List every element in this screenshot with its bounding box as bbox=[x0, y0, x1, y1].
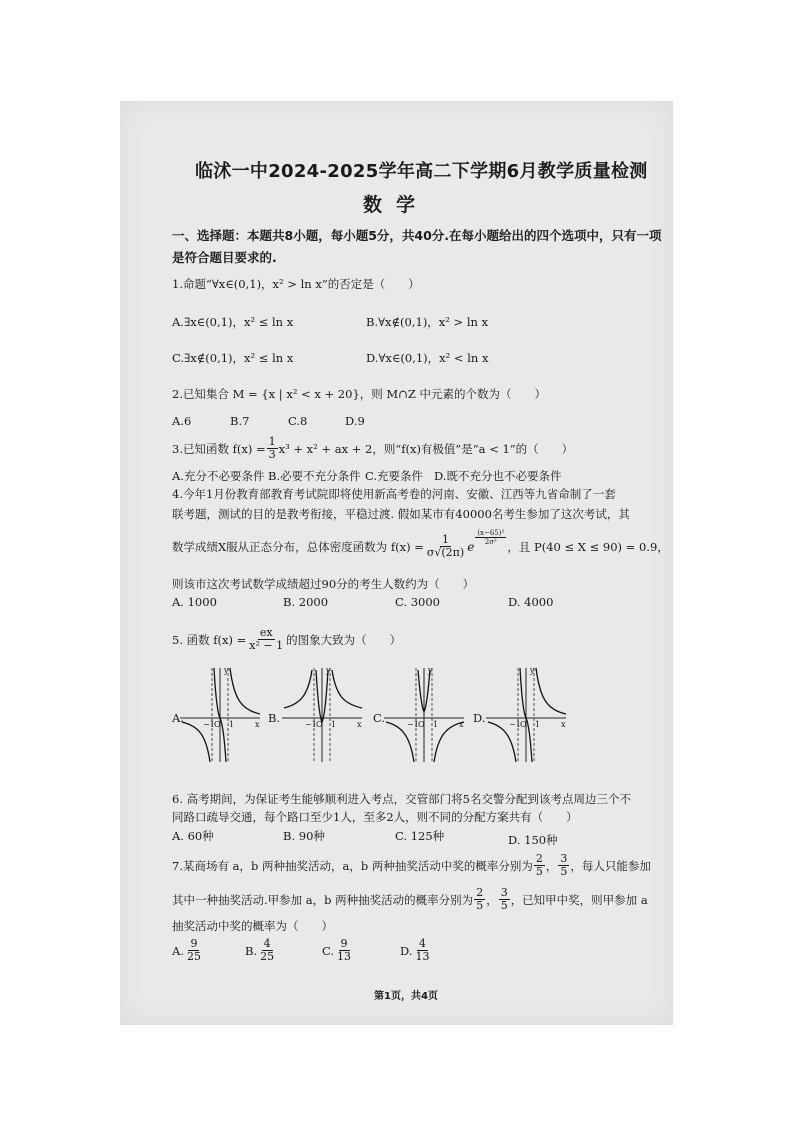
q7-frac-2-den: 5 bbox=[560, 865, 568, 878]
q7-frac-1 bbox=[534, 853, 545, 878]
q2-option-a: A.6 bbox=[172, 414, 192, 428]
q7-frac-3 bbox=[474, 887, 485, 912]
q5-graph-label-b: B. bbox=[268, 711, 281, 725]
section-instructions-line1: 一、选择题：本题共8小题，每小题5分，共40分.在每小题给出的四个选项中，只有一项 bbox=[172, 228, 662, 243]
q7-frac-3-den: 5 bbox=[476, 899, 484, 912]
q2-option-d: D.9 bbox=[345, 414, 365, 428]
q5-c-tick-origin: O bbox=[418, 720, 425, 729]
q5-b-xlabel: x bbox=[357, 720, 362, 729]
q4-pdf-e: e bbox=[467, 539, 475, 554]
q3-option-b: B.必要不充分条件 bbox=[268, 469, 361, 483]
q7-option-b bbox=[245, 938, 277, 963]
q5-b-ylabel: y bbox=[326, 666, 331, 675]
q4-pdf-fraction bbox=[425, 534, 466, 559]
q5-c-tick-neg1: −1 bbox=[407, 720, 419, 729]
q5-b-tick-1: 1 bbox=[331, 720, 337, 729]
q7-option-b-num: 4 bbox=[263, 937, 271, 950]
q6-option-b: B. 90种 bbox=[283, 829, 325, 843]
q7-option-b-label: B. bbox=[245, 943, 258, 958]
q5-a-tick-neg1: −1 bbox=[203, 720, 215, 729]
q5-c-xlabel: x bbox=[459, 720, 464, 729]
q4-pdf-numerator: 1 bbox=[442, 533, 450, 546]
q3-frac-numerator: 1 bbox=[268, 435, 276, 448]
q1-option-d: D.∀x∈(0,1)，x² < ln x bbox=[366, 351, 489, 365]
q7-option-b-frac bbox=[258, 938, 276, 963]
q5-graph-label-d: D. bbox=[473, 711, 486, 725]
q7-option-c-frac bbox=[335, 938, 353, 963]
q3-frac-denominator: 3 bbox=[268, 448, 276, 461]
q4-line4: 则该市这次考试数学成绩超过90分的考生人数约为（ ） bbox=[172, 577, 475, 591]
q6-option-d: D. 150种 bbox=[508, 833, 558, 847]
q7-frac-1-num: 2 bbox=[535, 852, 543, 865]
q5-graph-label-c: C. bbox=[373, 711, 386, 725]
q4-option-b: B. 2000 bbox=[283, 595, 329, 609]
subject-title: 数学 bbox=[363, 194, 430, 216]
q7-option-d-frac bbox=[413, 938, 431, 963]
exam-title: 临沭一中2024-2025学年高二下学期6月教学质量检测 bbox=[195, 161, 648, 182]
q5-b-tick-neg1: −1 bbox=[305, 720, 317, 729]
q3-stem-pre: 3.已知函数 f(x) = bbox=[172, 441, 266, 456]
q5-frac-denominator: x² − 1 bbox=[249, 639, 284, 652]
q5-stem bbox=[172, 627, 401, 652]
q1-option-b: B.∀x∉(0,1)，x² > ln x bbox=[366, 315, 489, 329]
q5-stem-pre: 5. 函数 f(x) = bbox=[172, 632, 247, 647]
q5-b-tick-origin: O bbox=[316, 720, 323, 729]
q1-option-a: A.∃x∈(0,1)，x² ≤ ln x bbox=[172, 315, 294, 329]
q7-option-c-label: C. bbox=[322, 943, 335, 958]
q7-frac-4-den: 5 bbox=[500, 899, 508, 912]
q4-pdf-exp-denominator: 2σ² bbox=[484, 538, 497, 546]
q7-line1-pre: 7.某商场有 a，b 两种抽奖活动，a，b 两种抽奖活动中奖的概率分别为 bbox=[172, 858, 533, 873]
q4-pdf-exponent bbox=[475, 529, 506, 546]
q4-pdf-exp-numerator: (x−65)² bbox=[477, 529, 505, 537]
curve-right bbox=[230, 668, 260, 714]
q5-graph-a bbox=[180, 664, 262, 764]
q5-c-tick-1: 1 bbox=[433, 720, 439, 729]
q5-c-ylabel: y bbox=[428, 666, 433, 675]
q4-option-d: D. 4000 bbox=[508, 595, 554, 609]
q7-option-a-num: 9 bbox=[190, 937, 198, 950]
page-number: 第1页，共4页 bbox=[374, 991, 438, 1002]
q7-line1-sep: ， bbox=[545, 858, 558, 873]
q4-option-a: A. 1000 bbox=[172, 595, 217, 609]
q2-stem: 2.已知集合 M = {x | x² < x + 20}，则 M∩Z 中元素的个数为（ ） bbox=[172, 387, 546, 401]
q7-line2-pre: 其中一种抽奖活动.甲参加 a，b 两种抽奖活动的概率分别为 bbox=[172, 892, 474, 907]
q5-d-ylabel: y bbox=[530, 666, 535, 675]
q6-option-c: C. 125种 bbox=[395, 829, 445, 843]
q5-a-xlabel: x bbox=[255, 720, 260, 729]
q2-option-b: B.7 bbox=[230, 414, 250, 428]
q3-stem bbox=[172, 436, 573, 461]
q3-option-a: A.充分不必要条件 bbox=[172, 469, 265, 483]
q3-option-d: D.既不充分也不必要条件 bbox=[434, 469, 562, 483]
q5-graph-b bbox=[282, 664, 364, 764]
q7-option-d-label: D. bbox=[400, 943, 413, 958]
q5-fraction bbox=[247, 627, 285, 652]
q4-pdf-denominator: σ√(2π) bbox=[426, 546, 465, 559]
q5-d-tick-1: 1 bbox=[535, 720, 541, 729]
q4-line3-post: ，且 P(40 ≤ X ≤ 90) = 0.9， bbox=[507, 539, 669, 554]
curve-right bbox=[536, 668, 566, 714]
q7-frac-4-num: 3 bbox=[500, 886, 508, 899]
curve-right bbox=[332, 670, 362, 708]
q5-a-tick-1: 1 bbox=[229, 720, 235, 729]
q7-option-a-label: A. bbox=[172, 943, 184, 958]
q7-frac-4 bbox=[499, 887, 510, 912]
q5-graph-label-a: A. bbox=[172, 711, 184, 725]
q4-line1: 4.今年1月份教育部教育考试院即将使用新高考卷的河南、安徽、江西等九省命制了一套 bbox=[172, 487, 616, 501]
q7-line1-post: ，每人只能参加 bbox=[570, 858, 651, 873]
q7-option-a bbox=[172, 938, 204, 963]
q2-option-c: C.8 bbox=[288, 414, 308, 428]
q5-d-tick-neg1: −1 bbox=[509, 720, 521, 729]
q5-a-ylabel: y bbox=[224, 666, 229, 675]
q3-option-c: C.充要条件 bbox=[365, 469, 424, 483]
q5-frac-numerator: ex bbox=[259, 626, 273, 639]
q7-option-d-den: 13 bbox=[415, 950, 430, 963]
q7-frac-2-num: 3 bbox=[560, 852, 568, 865]
q4-line3-pre: 数学成绩X服从正态分布，总体密度函数为 f(x) = bbox=[172, 539, 424, 554]
q7-frac-3-num: 2 bbox=[476, 886, 484, 899]
q7-option-b-den: 25 bbox=[260, 950, 275, 963]
q7-line1 bbox=[172, 853, 651, 878]
q5-graph-c bbox=[384, 664, 466, 764]
q7-option-a-frac bbox=[185, 938, 203, 963]
q7-frac-1-den: 5 bbox=[535, 865, 543, 878]
q3-stem-post: x³ + x² + ax + 2，则“f(x)有极值”是“a < 1”的（ ） bbox=[278, 441, 574, 456]
q7-option-c bbox=[322, 938, 354, 963]
q6-option-a: A. 60种 bbox=[172, 829, 214, 843]
q7-option-c-den: 13 bbox=[337, 950, 352, 963]
q7-option-d bbox=[400, 938, 432, 963]
section-instructions-line2: 是符合题目要求的. bbox=[172, 250, 277, 265]
q7-line2 bbox=[172, 887, 648, 912]
q7-line2-post: ，已知甲中奖，则甲参加 a bbox=[510, 892, 648, 907]
q5-stem-post: 的图象大致为（ ） bbox=[286, 632, 402, 647]
q5-d-tick-origin: O bbox=[520, 720, 527, 729]
q7-option-d-num: 4 bbox=[418, 937, 426, 950]
q7-line2-sep: ， bbox=[486, 892, 498, 907]
q4-line2: 联考题，测试的目的是教考衔接，平稳过渡. 假如某市有40000名考生参加了这次考试，其 bbox=[172, 507, 630, 521]
q5-d-xlabel: x bbox=[561, 720, 566, 729]
q5-graph-d bbox=[486, 664, 568, 764]
q4-option-c: C. 3000 bbox=[395, 595, 440, 609]
q6-line1: 6. 高考期间，为保证考生能够顺利进入考点，交管部门将5名交警分配到该考点周边三个不 bbox=[172, 792, 631, 806]
q4-line3 bbox=[172, 529, 669, 559]
q5-a-tick-origin: O bbox=[214, 720, 221, 729]
q1-option-c: C.∃x∉(0,1)，x² ≤ ln x bbox=[172, 351, 294, 365]
curve-left bbox=[284, 670, 312, 708]
q7-line3: 抽奖活动中奖的概率为（ ） bbox=[172, 919, 333, 933]
q1-stem: 1.命题“∀x∈(0,1)，x² > ln x”的否定是（ ） bbox=[172, 277, 420, 291]
q7-option-c-num: 9 bbox=[340, 937, 348, 950]
q6-line2: 同路口疏导交通，每个路口至少1人，至多2人，则不同的分配方案共有（ ） bbox=[172, 810, 578, 824]
q3-fraction bbox=[267, 436, 278, 461]
q7-frac-2 bbox=[558, 853, 569, 878]
q7-option-a-den: 25 bbox=[186, 950, 201, 963]
